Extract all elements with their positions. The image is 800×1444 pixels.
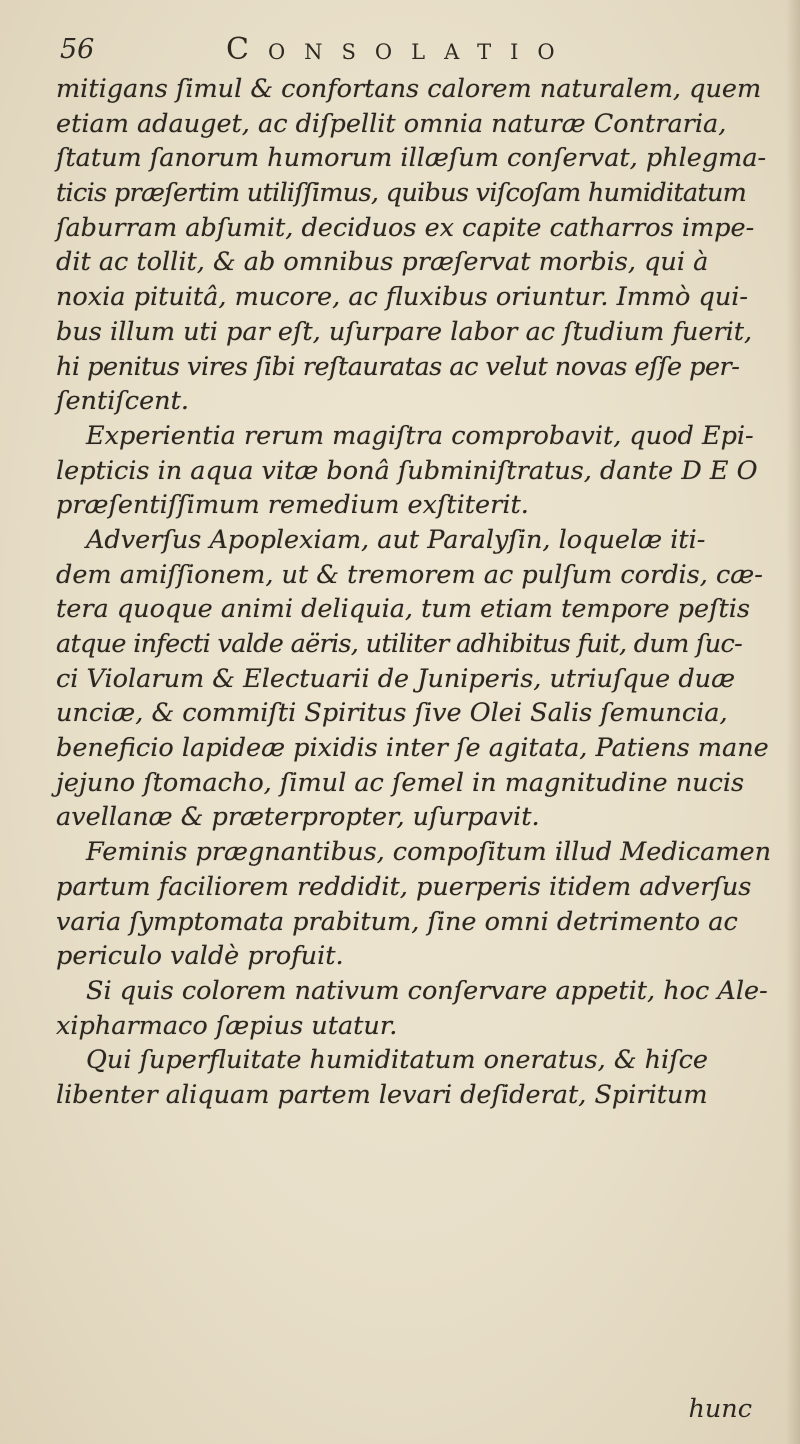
text-line: ſaburram abſumit, deciduos ex capite catharros impe-: [56, 212, 755, 243]
body-text: [56, 72, 772, 1113]
text-line: periculo valdè profuit.: [56, 941, 344, 972]
text-line: hi penitus vires ſibi reſtauratas ac velut novas eſſe per-: [56, 351, 740, 382]
text-line: lepticis in aqua vitæ bonâ ſubminiſtratus, dante D E O: [56, 455, 758, 486]
text-line: partum faciliorem reddidit, puerperis itidem adverſus: [56, 871, 752, 902]
page-header: [58, 28, 758, 74]
text-line: avellanæ & præterpropter, uſurpavit.: [56, 802, 540, 833]
text-line: varia ſymptomata prabitum, ſine omni detrimento ac: [56, 906, 738, 937]
text-line: præſentiſſimum remedium exſtiterit.: [56, 490, 529, 521]
text-line: beneficio lapideæ pixidis inter ſe agitata, Patiens mane: [56, 733, 769, 764]
text-line: bus illum uti par eſt, uſurpare labor ac ſtudium fuerit,: [56, 316, 753, 347]
text-line: tera quoque animi deliquia, tum etiam tempore peſtis: [56, 594, 751, 625]
text-line: Experientia rerum magiſtra comprobavit, quod Epi-: [86, 420, 754, 451]
text-line: ticis præſertim utiliſſimus, quibus viſcoſam humiditatum: [56, 178, 747, 209]
text-line: dem amiſſionem, ut & tremorem ac pulſum cordis, cæ-: [56, 559, 763, 590]
text-line: Si quis colorem nativum conſervare appetit, hoc Ale-: [86, 975, 768, 1006]
text-line: atque infecti valde aëris, utiliter adhibitus fuit, dum ſuc-: [56, 629, 742, 659]
text-line: noxia pituitâ, mucore, ac fluxibus oriuntur. Immò qui-: [56, 282, 749, 313]
running-head: Consolatio: [226, 32, 574, 67]
text-line: etiam adauget, ac diſpellit omnia naturæ Contraria,: [56, 108, 727, 139]
page-number: 56: [60, 34, 95, 65]
catchword: hunc: [688, 1394, 752, 1424]
text-line: ci Violarum & Electuarii de Juniperis, utriuſque duæ: [56, 663, 736, 694]
text-line: Qui ſuperfluitate humiditatum oneratus, & hiſce: [86, 1045, 709, 1076]
text-line: dit ac tollit, & ab omnibus præſervat morbis, qui à: [56, 247, 709, 278]
text-line: ſentiſcent.: [56, 386, 189, 417]
text-line: jejuno ſtomacho, ſimul ac ſemel in magnitudine nucis: [56, 767, 745, 798]
text-line: Adverſus Apoplexiam, aut Paralyſin, loquelæ iti-: [86, 524, 706, 555]
text-line: libenter aliquam partem levari deſiderat, Spiritum: [56, 1079, 708, 1110]
text-line: unciæ, & commiſti Spiritus ſive Olei Salis ſemuncia,: [56, 698, 728, 729]
text-line: mitigans ſimul & confortans calorem naturalem, quem: [56, 74, 762, 104]
text-line: xipharmaco ſæpius utatur.: [56, 1010, 398, 1041]
text-line: ſtatum ſanorum humorum illæſum conſervat, phlegma-: [56, 143, 767, 174]
text-line: Feminis prægnantibus, compoſitum illud Medicamen: [86, 837, 772, 868]
